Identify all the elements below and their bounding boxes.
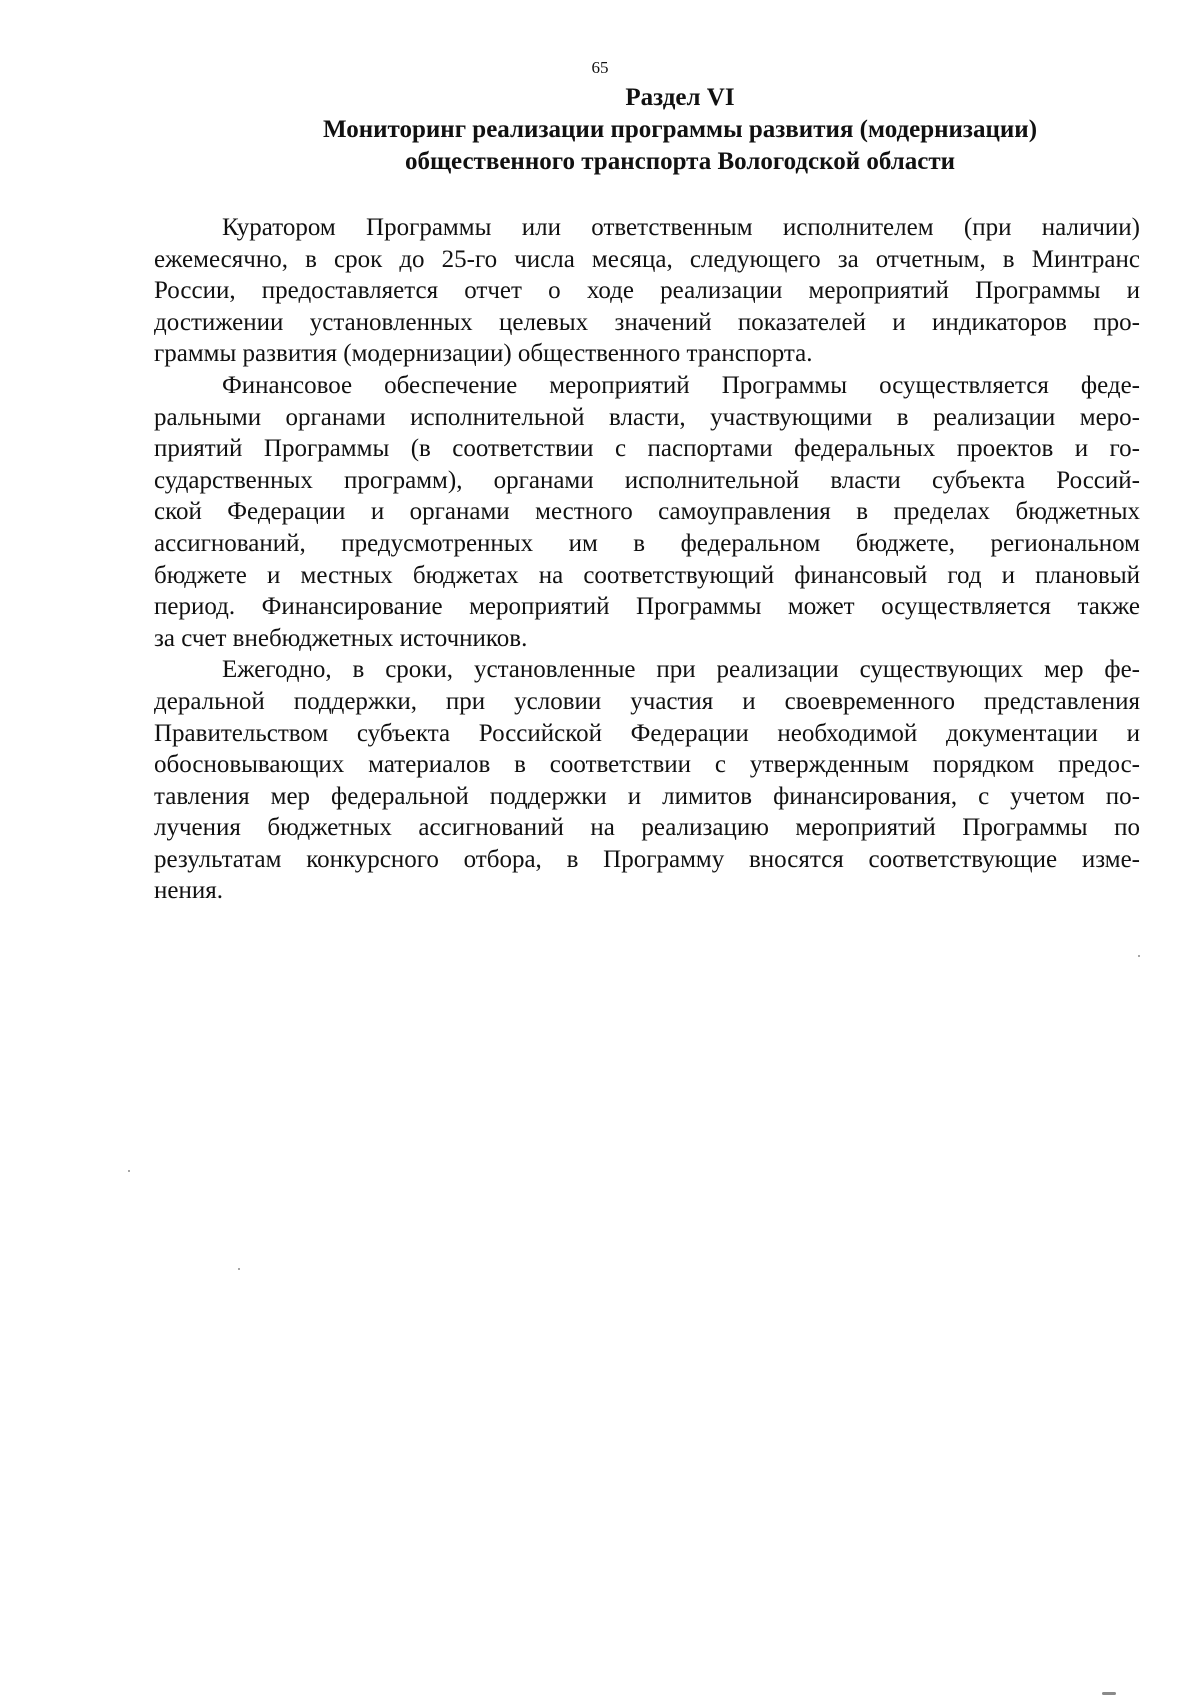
body-text: [154, 212, 1140, 907]
text-line: граммы развития (модернизации) общественного транспорта.: [154, 340, 813, 368]
text-line: ской Федерации и органами местного самоуправления в пределах бюджетных: [154, 498, 1140, 526]
text-line: сударственных программ), органами исполнительной власти субъекта Россий-: [154, 466, 1140, 494]
page-number: 65: [591, 58, 609, 77]
text-line: нения.: [154, 877, 223, 905]
text-line: ассигнований, предусмотренных им в федеральном бюджете, региональном: [154, 529, 1140, 557]
section-title: Раздел VI: [625, 84, 735, 111]
scan-speck: [1102, 1692, 1116, 1695]
text-line: Правительством субъекта Российской Федерации необходимой документации и: [154, 719, 1140, 747]
text-line: лучения бюджетных ассигнований на реализацию мероприятий Программы по: [154, 814, 1140, 842]
heading-line: Мониторинг реализации программы развития (модернизации): [322, 116, 1038, 143]
text-line: деральной поддержки, при условии участия и своевременного представления: [154, 687, 1140, 715]
scan-speck: [1138, 955, 1140, 957]
text-line: достижении установленных целевых значений показателей и индикаторов про-: [154, 308, 1140, 336]
paragraph-3: [154, 654, 1140, 907]
text-line: за счет внебюджетных источников.: [154, 624, 528, 652]
scan-speck: [238, 1268, 240, 1270]
heading-line: общественного транспорта Вологодской области: [404, 148, 956, 175]
paragraph-2: [154, 370, 1140, 654]
text-line: период. Финансирование мероприятий Программы может осуществляется также: [154, 593, 1140, 621]
text-line: Финансовое обеспечение мероприятий Программы осуществляется феде-: [222, 371, 1140, 399]
text-line: ежемесячно, в срок до 25-го числа месяца, следующего за отчетным, в Минтранс: [154, 245, 1140, 273]
text-line: Куратором Программы или ответственным исполнителем (при наличии): [222, 214, 1140, 241]
text-line: результатам конкурсного отбора, в Программу вносятся соответствующие изме-: [154, 845, 1140, 873]
text-line: России, предоставляется отчет о ходе реализации мероприятий Программы и: [154, 277, 1140, 305]
text-line: бюджете и местных бюджетах на соответствующий финансовый год и плановый: [154, 561, 1140, 589]
text-line: ральными органами исполнительной власти, участвующими в реализации меро-: [154, 403, 1140, 431]
scan-speck: [128, 1170, 130, 1172]
text-line: тавления мер федеральной поддержки и лимитов финансирования, с учетом по-: [154, 782, 1140, 810]
text-line: Ежегодно, в сроки, установленные при реализации существующих мер фе-: [222, 656, 1140, 684]
section-heading: [240, 82, 1120, 178]
text-line: приятий Программы (в соответствии с паспортами федеральных проектов и го-: [154, 435, 1140, 463]
text-line: обосновывающих материалов в соответствии с утвержденным порядком предос-: [154, 751, 1140, 779]
paragraph-1: [154, 212, 1140, 370]
